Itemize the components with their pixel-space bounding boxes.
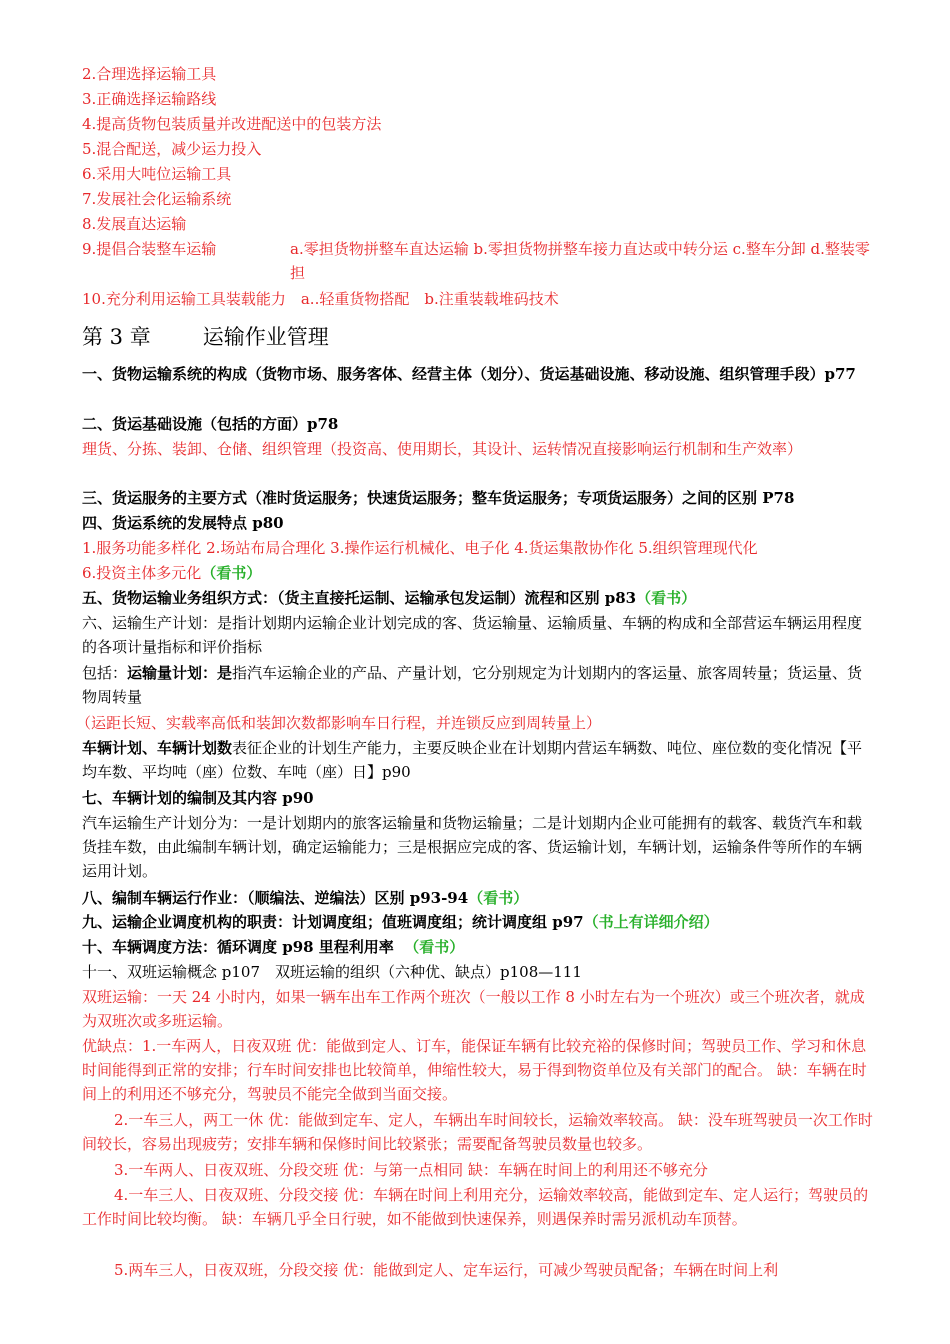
section-8-text: 八、编制车辆运行作业：（顺编法、逆编法）区别 p93-94 [82,889,469,907]
list-item-9-detail: a.零担货物拼整车直达运输 b.零担货物拼整车接力直达或中转分运 c.整车分卸 d.整装零担 [290,240,870,282]
list-item: 4.提高货物包装质量并改进配送中的包装方法 [82,115,382,133]
list-item-9-label: 9.提倡合装整车运输 [82,240,217,258]
section-6-vehicle-plan [82,736,874,784]
section-8-heading [82,886,874,910]
section-11-point-3: 3.一车两人、日夜双班、分段交班 优：与第一点相同 缺：车辆在时间上的利用还不够充分 [114,1161,708,1179]
section-6-heading: 六、运输生产计划：是指计划期内运输企业计划完成的客、货运输量、运输质量、车辆的构成和全部营运车辆运用程度的各项计量指标和评价指标 [82,614,863,656]
chapter-number: 第 3 章 [82,325,151,349]
list-item: 8.发展直达运输 [82,215,187,233]
section-6-note: （运距长短、实载率高低和装卸次数都影响车日行程，并连锁反应到周转量上） [76,714,602,732]
section-11-heading: 十一、双班运输概念 p107 双班运输的组织（六种优、缺点）p108—111 [82,963,582,981]
section-11-point-1: 优缺点：1.一车两人，日夜双班 优：能做到定人、订车，能保证车辆有比较充裕的保修时间；驾驶员工作、学习和休息时间能得到正常的安排；行车时间安排也比较简单，伸缩性较大，易于得到物资单位及有关部门的配合。 缺：车辆在时间上的利用还不够充分，驾驶员不能完全做到当面交接。 [82,1037,867,1103]
section-10-text: 十、车辆调度方法：循环调度 p98 里程利用率 [82,938,394,956]
list-item: 2.合理选择运输工具 [82,65,217,83]
section-11-point-2: 2.一车三人，两工一休 优：能做到定车、定人，车辆出车时间较长，运输效率较高。 缺：没车班驾驶员一次工作时间较长，容易出现疲劳；安排车辆和保修时间比较紧张；需要配备驾驶员数量也较多。 [82,1111,873,1153]
section-7-heading: 七、车辆计划的编制及其内容 p90 [82,789,314,807]
chapter-heading [82,322,874,352]
section-9-text: 九、运输企业调度机构的职责：计划调度组；值班调度组；统计调度组 p97 [82,913,584,931]
transport-volume-plan-term: 运输量计划：是 [127,664,233,682]
read-book-note: （看书） [468,889,529,907]
read-book-note: （看书） [201,564,262,582]
section-11-point-4: 4.一车三人、日夜双班、分段交接 优：车辆在时间上利用充分，运输效率较高，能做到定车、定人运行；驾驶员的工作时间比较均衡。 缺：车辆几乎全日行驶，如不能做到快速保养，则遇保养时需另派机动车顶替。 [82,1186,869,1228]
section-11-definition: 双班运输：一天 24 小时内，如果一辆车出车工作两个班次（一般以工作 8 小时左右为一个班次）或三个班次者，就成为双班次或多班运输。 [82,988,865,1030]
section-11-point-5: 5.两车三人，日夜双班，分段交接 优：能做到定人、定车运行，可减少驾驶员配备；车辆在时间上利 [114,1261,779,1279]
section-4-heading: 四、货运系统的发展特点 p80 [82,514,284,532]
section-1-heading: 一、货物运输系统的构成（货物市场、服务客体、经营主体（划分）、货运基础设施、移动设施、组织管理手段）p77 [82,365,856,383]
list-item-10: 10.充分利用运输工具装载能力 a..轻重货物搭配 b.注重装载堆码技术 [82,290,559,308]
section-4-item-6: 6.投资主体多元化 [82,564,202,582]
section-7-body: 汽车运输生产计划分为：一是计划期内的旅客运输量和货物运输量；二是计划期内企业可能拥有的载客、载货汽车和载货挂车数，由此编制车辆计划，确定运输能力；三是根据应完成的客、货运输计划，车辆计划，运输条件等所作的车辆运用计划。 [82,814,863,880]
includes-label: 包括： [82,664,128,682]
section-4-body-2 [82,561,874,585]
vehicle-plan-desc: 表征企业的计划生产能力，主要反映企业在计划期内营运车辆数、吨位、座位数的变化情况【平均车数、平均吨（座）位数、车吨（座）日】p90 [82,739,863,781]
chapter-title: 运输作业管理 [202,325,329,349]
list-item: 7.发展社会化运输系统 [82,190,232,208]
section-5-text: 五、货物运输业务组织方式：（货主直接托运制、运输承包发运制）流程和区别 p83 [82,589,637,607]
section-4-body: 1.服务功能多样化 2.场站布局合理化 3.操作运行机械化、电子化 4.货运集散协作化 5.组织管理现代化 [82,539,758,557]
read-book-note: （看书） [404,938,465,956]
section-9-heading [82,910,874,934]
read-book-note: （看书） [636,589,697,607]
section-6-includes [82,661,874,709]
section-10-heading [82,935,874,959]
list-item: 5.混合配送，减少运力投入 [82,140,262,158]
book-detail-note: （书上有详细介绍） [583,913,719,931]
vehicle-plan-term: 车辆计划、车辆计划数 [82,739,233,757]
transport-volume-plan-desc: 指汽车运输企业的产品、产量计划，它分别规定为计划期内的客运量、旅客周转量；货运量、货物周转量 [82,664,863,706]
list-item: 6.采用大吨位运输工具 [82,165,232,183]
section-3-heading: 三、货运服务的主要方式（准时货运服务；快速货运服务；整车货运服务；专项货运服务）之间的区别 P78 [82,489,795,507]
section-2-body: 理货、分拣、装卸、仓储、组织管理（投资高、使用期长，其设计、运转情况直接影响运行机制和生产效率） [82,440,803,458]
list-item: 3.正确选择运输路线 [82,90,217,108]
section-5-heading [82,586,874,610]
section-2-heading: 二、货运基础设施（包括的方面）p78 [82,415,339,433]
